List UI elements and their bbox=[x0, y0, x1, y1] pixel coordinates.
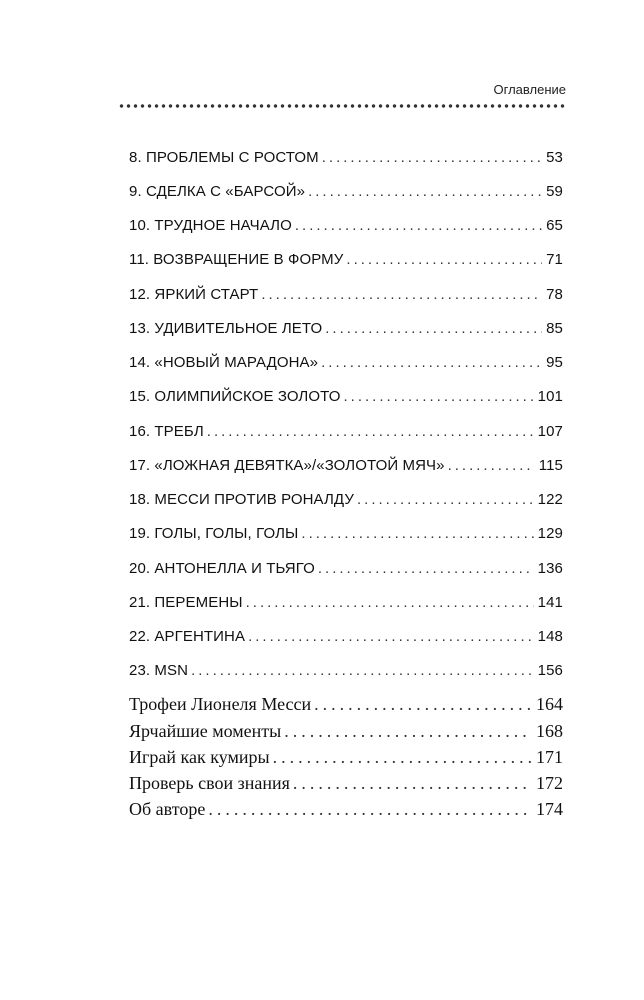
toc-entry-title: Об авторе bbox=[129, 799, 206, 819]
toc-extra-entry[interactable] bbox=[129, 746, 563, 768]
dot-leader bbox=[301, 524, 533, 544]
dot-leader bbox=[273, 746, 532, 768]
dot-leader bbox=[325, 319, 542, 339]
dot-leader bbox=[321, 353, 542, 373]
dot-leader bbox=[318, 559, 534, 579]
dot-leader bbox=[248, 627, 534, 647]
toc-entry-title: 21. ПЕРЕМЕНЫ bbox=[129, 594, 243, 611]
toc-extra-entry[interactable] bbox=[129, 772, 563, 794]
dot-leader bbox=[246, 593, 534, 613]
toc-entry-page: 65 bbox=[546, 217, 563, 234]
dot-leader bbox=[191, 661, 534, 681]
dot-leader bbox=[261, 285, 542, 305]
toc-entry-title: Трофеи Лионеля Месси bbox=[129, 694, 312, 714]
toc-entry-page: 122 bbox=[537, 491, 563, 508]
toc-entry[interactable] bbox=[129, 627, 563, 647]
toc-entry[interactable] bbox=[129, 524, 563, 544]
toc-entry[interactable] bbox=[129, 387, 563, 407]
toc-entry-page: 136 bbox=[537, 560, 563, 577]
dot-leader bbox=[295, 216, 542, 236]
dot-leader bbox=[357, 490, 534, 510]
dot-leader bbox=[343, 387, 533, 407]
toc-entry[interactable] bbox=[129, 285, 563, 305]
toc-entry-title: 14. «НОВЫЙ МАРАДОНА» bbox=[129, 354, 319, 371]
dot-leader bbox=[284, 720, 532, 742]
toc-entry[interactable] bbox=[129, 422, 563, 442]
toc-entry-page: 59 bbox=[546, 183, 563, 200]
toc-entry[interactable] bbox=[129, 182, 563, 202]
dotted-divider bbox=[118, 104, 566, 108]
toc-entry-page: 172 bbox=[536, 773, 563, 793]
toc-entry-title: 22. АРГЕНТИНА bbox=[129, 628, 246, 645]
toc-entry[interactable] bbox=[129, 319, 563, 339]
toc-entry-title: 9. СДЕЛКА С «БАРСОЙ» bbox=[129, 183, 306, 200]
page-header bbox=[118, 82, 566, 108]
toc-entry[interactable] bbox=[129, 250, 563, 270]
toc-entry-title: 8. ПРОБЛЕМЫ С РОСТОМ bbox=[129, 149, 319, 166]
dot-leader bbox=[208, 798, 532, 820]
toc-entry-title: 19. ГОЛЫ, ГОЛЫ, ГОЛЫ bbox=[129, 525, 299, 542]
dot-leader bbox=[322, 148, 542, 168]
dot-leader bbox=[308, 182, 542, 202]
toc-extra-entry[interactable] bbox=[129, 798, 563, 820]
running-header-title: Оглавление bbox=[493, 82, 566, 97]
toc-entry-page: 53 bbox=[546, 149, 563, 166]
dot-leader bbox=[293, 772, 532, 794]
toc-entry-page: 171 bbox=[536, 747, 563, 767]
toc-entry-page: 168 bbox=[536, 721, 563, 741]
dot-leader bbox=[346, 250, 542, 270]
toc-entry-page: 115 bbox=[538, 457, 563, 474]
toc-extra-entry[interactable] bbox=[129, 693, 563, 715]
toc-entry-page: 148 bbox=[537, 628, 563, 645]
toc-entry-title: 16. ТРЕБЛ bbox=[129, 423, 204, 440]
toc-entry-title: 15. ОЛИМПИЙСКОЕ ЗОЛОТО bbox=[129, 388, 341, 405]
toc-entry-title: 18. МЕССИ ПРОТИВ РОНАЛДУ bbox=[129, 491, 354, 508]
toc-entry-title: 12. ЯРКИЙ СТАРТ bbox=[129, 286, 259, 303]
toc-entry-page: 78 bbox=[546, 286, 563, 303]
toc-entry-page: 156 bbox=[537, 662, 563, 679]
dot-leader bbox=[448, 456, 535, 476]
dot-leader bbox=[314, 693, 532, 715]
toc-entry-title: 23. MSN bbox=[129, 662, 189, 679]
toc-entry[interactable] bbox=[129, 661, 563, 681]
toc-entry[interactable] bbox=[129, 593, 563, 613]
toc-entry-title: 20. АНТОНЕЛЛА И ТЬЯГО bbox=[129, 560, 315, 577]
toc-entry-page: 164 bbox=[536, 694, 563, 714]
toc-entry-page: 95 bbox=[546, 354, 563, 371]
toc-entry-page: 107 bbox=[537, 423, 563, 440]
toc-entry-title: Играй как кумиры bbox=[129, 747, 270, 767]
toc-entry-title: Проверь свои знания bbox=[129, 773, 290, 793]
toc-entry[interactable] bbox=[129, 456, 563, 476]
toc-entry-title: Ярчайшие моменты bbox=[129, 721, 282, 741]
toc-entry-page: 71 bbox=[546, 251, 563, 268]
dot-leader bbox=[207, 422, 534, 442]
toc-entry-title: 17. «ЛОЖНАЯ ДЕВЯТКА»/«ЗОЛОТОЙ МЯЧ» bbox=[129, 457, 445, 474]
toc-entry[interactable] bbox=[129, 216, 563, 236]
toc-entry-page: 174 bbox=[536, 799, 563, 819]
toc-entry-title: 10. ТРУДНОЕ НАЧАЛО bbox=[129, 217, 292, 234]
toc-entry[interactable] bbox=[129, 353, 563, 373]
toc-entry[interactable] bbox=[129, 490, 563, 510]
toc-entry-page: 85 bbox=[546, 320, 563, 337]
toc-entry-title: 13. УДИВИТЕЛЬНОЕ ЛЕТО bbox=[129, 320, 323, 337]
toc-entry-page: 141 bbox=[537, 594, 563, 611]
toc-entry-title: 11. ВОЗВРАЩЕНИЕ В ФОРМУ bbox=[129, 251, 344, 268]
toc-entry[interactable] bbox=[129, 148, 563, 168]
toc-entry[interactable] bbox=[129, 559, 563, 579]
toc-entry-page: 129 bbox=[537, 525, 563, 542]
toc-entry-page: 101 bbox=[537, 388, 563, 405]
toc-extra-entry[interactable] bbox=[129, 720, 563, 742]
